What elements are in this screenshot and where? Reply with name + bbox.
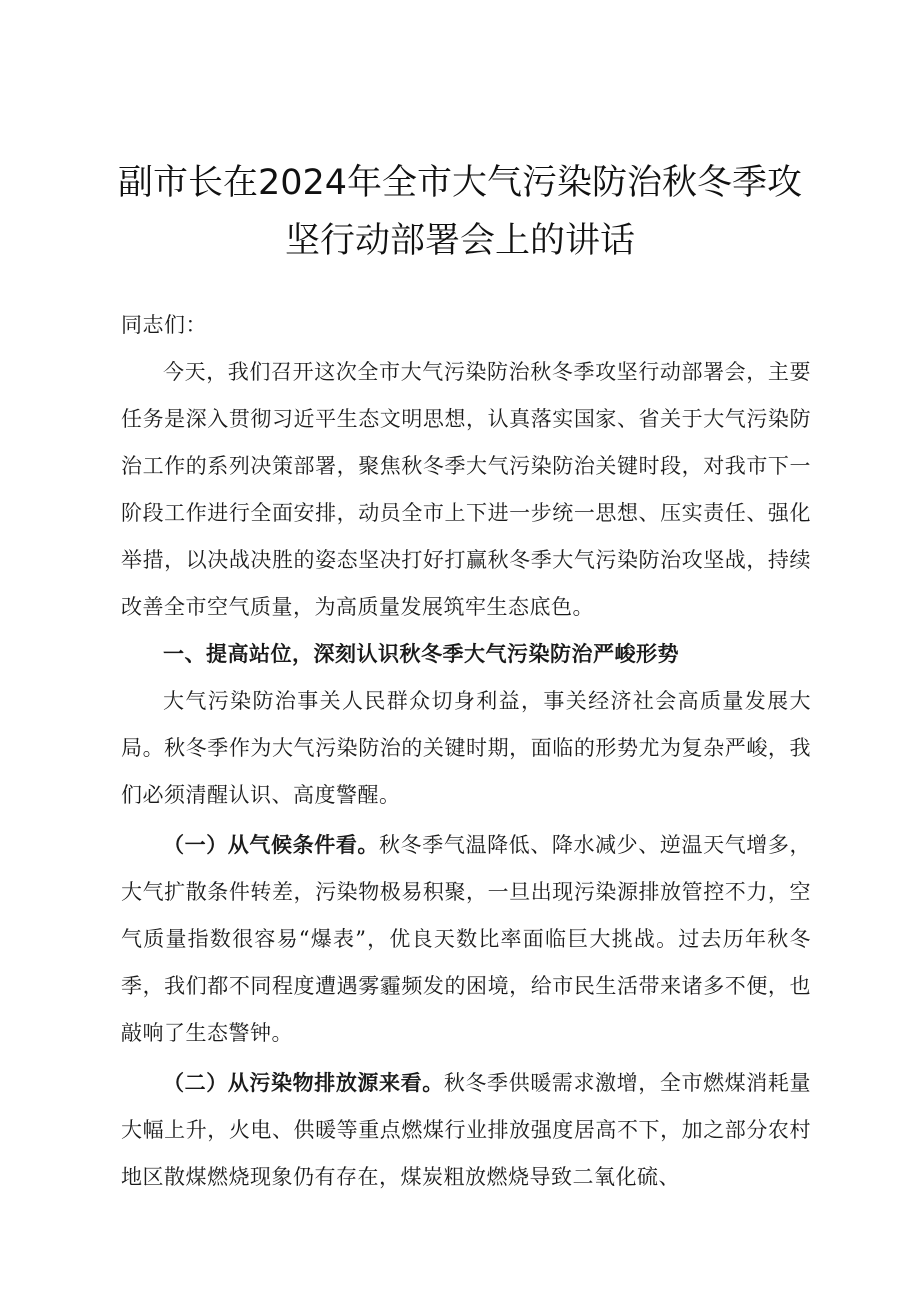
subsection-2-paragraph (121, 1060, 811, 1201)
subsection-1-heading: （一）从气候条件看。 (163, 833, 380, 857)
subsection-1-text: 秋冬季气温降低、降水减少、逆温天气增多，大气扩散条件转差，污染物极易积聚，一旦出现污染源排放管控不力，空气质量指数很容易“爆表”，优良天数比率面临巨大挑战。过去历年秋冬季，我们都不同程度遭遇雾霾频发的困境，给市民生活带来诸多不便，也敲响了生态警钟。 (121, 833, 812, 1045)
document-title-line-2: 坚行动部署会上的讲话 (284, 221, 635, 261)
document-body (121, 302, 811, 1201)
section-1-heading: 一、提高站位，深刻认识秋冬季大气污染防治严峻形势 (163, 642, 679, 666)
intro-paragraph: 今天，我们召开这次全市大气污染防治秋冬季攻坚行动部署会，主要任务是深入贯彻习近平生态文明思想，认真落实国家、省关于大气污染防治工作的系列决策部署，聚焦秋冬季大气污染防治关键时段，对我市下一阶段工作进行全面安排，动员全市上下进一步统一思想、压实责任、强化举措，以决战决胜的姿态坚决打好打赢秋冬季大气污染防治攻坚战，持续改善全市空气质量，为高质量发展筑牢生态底色。 (121, 360, 811, 619)
salutation: 同志们： (121, 313, 207, 337)
document-title-line-1: 副市长在2024年全市大气污染防治秋冬季攻 (117, 163, 803, 203)
section-1-paragraph: 大气污染防治事关人民群众切身利益，事关经济社会高质量发展大局。秋冬季作为大气污染防治的关键时期，面临的形势尤为复杂严峻，我们必须清醒认识、高度警醒。 (121, 689, 811, 807)
subsection-1-paragraph (121, 822, 811, 1057)
subsection-2-heading: （二）从污染物排放源来看。 (163, 1071, 444, 1095)
subsection-2-text: 秋冬季供暖需求激增，全市燃煤消耗量大幅上升，火电、供暖等重点燃煤行业排放强度居高不下，加之部分农村地区散煤燃烧现象仍有存在，煤炭粗放燃烧导致二氧化硫、 (121, 1071, 811, 1189)
